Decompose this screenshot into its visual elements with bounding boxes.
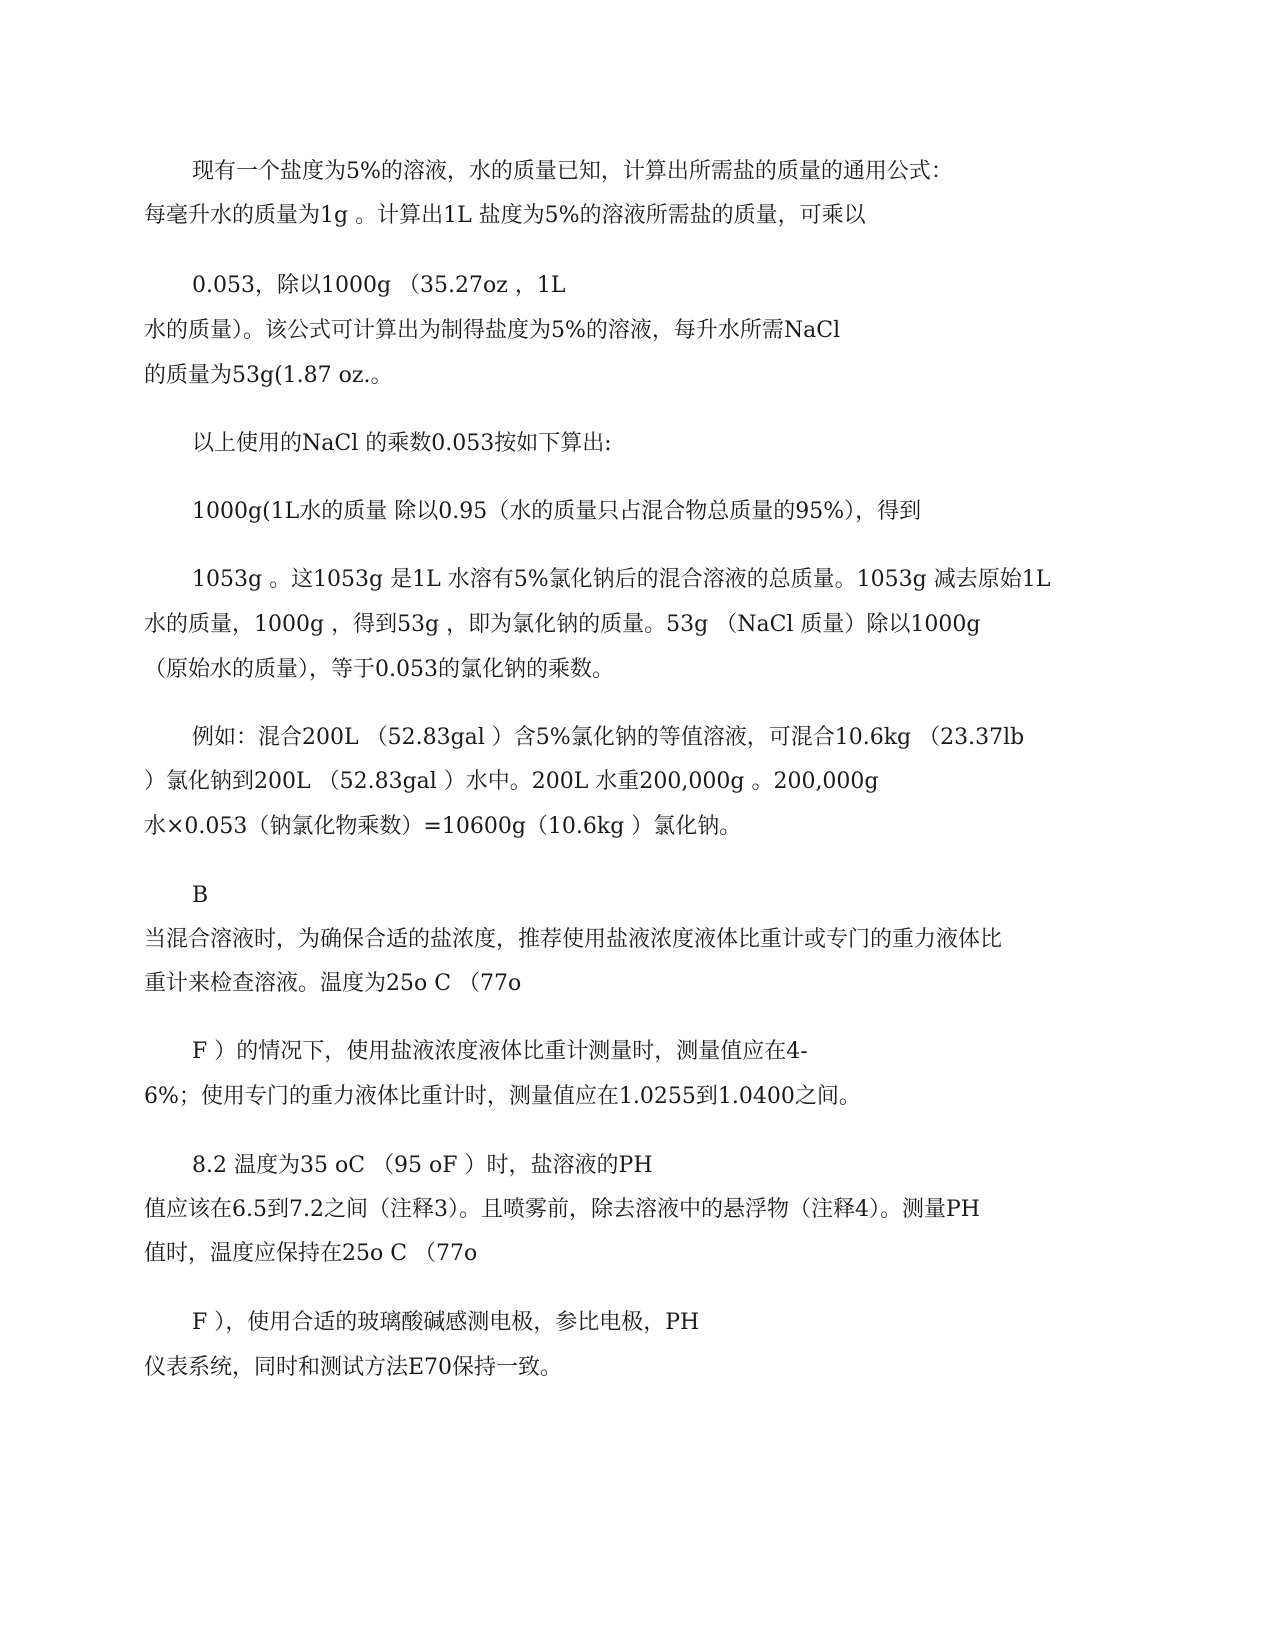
text-line: ）氯化钠到200L （52.83gal ）水中。200L 水重200,000g 。200,000g [144,769,879,794]
text-line: 每毫升水的质量为1g 。计算出1L 盐度为5%的溶液所需盐的质量，可乘以 [144,203,866,228]
text-line: 水×0.053（钠氯化物乘数）=10600g（10.6kg ）氯化钠。 [144,814,742,839]
text-line: F ）的情况下，使用盐液浓度液体比重计测量时，测量值应在4- [192,1039,808,1064]
text-line: 水的质量）。该公式可计算出为制得盐度为5%的溶液，每升水所需NaCl [144,318,841,343]
text-line: 重计来检查溶液。温度为25o C （77o [144,971,522,996]
text-line: 值应该在6.5到7.2之间（注释3）。且喷雾前，除去溶液中的悬浮物（注释4）。测量PH [144,1197,980,1222]
text-line: 现有一个盐度为5%的溶液，水的质量已知，计算出所需盐的质量的通用公式： [192,159,953,184]
text-line: （原始水的质量），等于0.053的氯化钠的乘数。 [144,657,614,682]
text-line: 当混合溶液时，为确保合适的盐浓度，推荐使用盐液浓度液体比重计或专门的重力液体比 [144,927,1003,952]
text-line: 1053g 。这1053g 是1L 水溶有5%氯化钠后的混合溶液的总质量。1053g 减去原始1L [192,567,1051,592]
text-line: 的质量为53g(1.87 oz.。 [144,363,393,388]
text-line: 0.053，除以1000g （35.27oz ，1L [192,273,566,298]
text-line: 以上使用的NaCl 的乘数0.053按如下算出: [192,431,612,456]
text-line: 值时，温度应保持在25o C （77o [144,1241,478,1266]
text-line: 1000g(1L水的质量 除以0.95（水的质量只占混合物总质量的95%），得到 [192,499,922,524]
text-line: 例如：混合200L （52.83gal ）含5%氯化钠的等值溶液，可混合10.6kg （23.37lb [192,725,1025,750]
text-line: 6%；使用专门的重力液体比重计时，测量值应在1.0255到1.0400之间。 [144,1084,861,1109]
text-line: B [192,883,209,908]
text-line: 仪表系统，同时和测试方法E70保持一致。 [144,1355,563,1380]
text-line: F ），使用合适的玻璃酸碱感测电极，参比电极，PH [192,1310,700,1335]
text-line: 8.2 温度为35 oC （95 oF ）时，盐溶液的PH [192,1153,653,1178]
text-line: 水的质量，1000g ，得到53g ，即为氯化钠的质量。53g （NaCl 质量）除以1000g [144,612,981,637]
